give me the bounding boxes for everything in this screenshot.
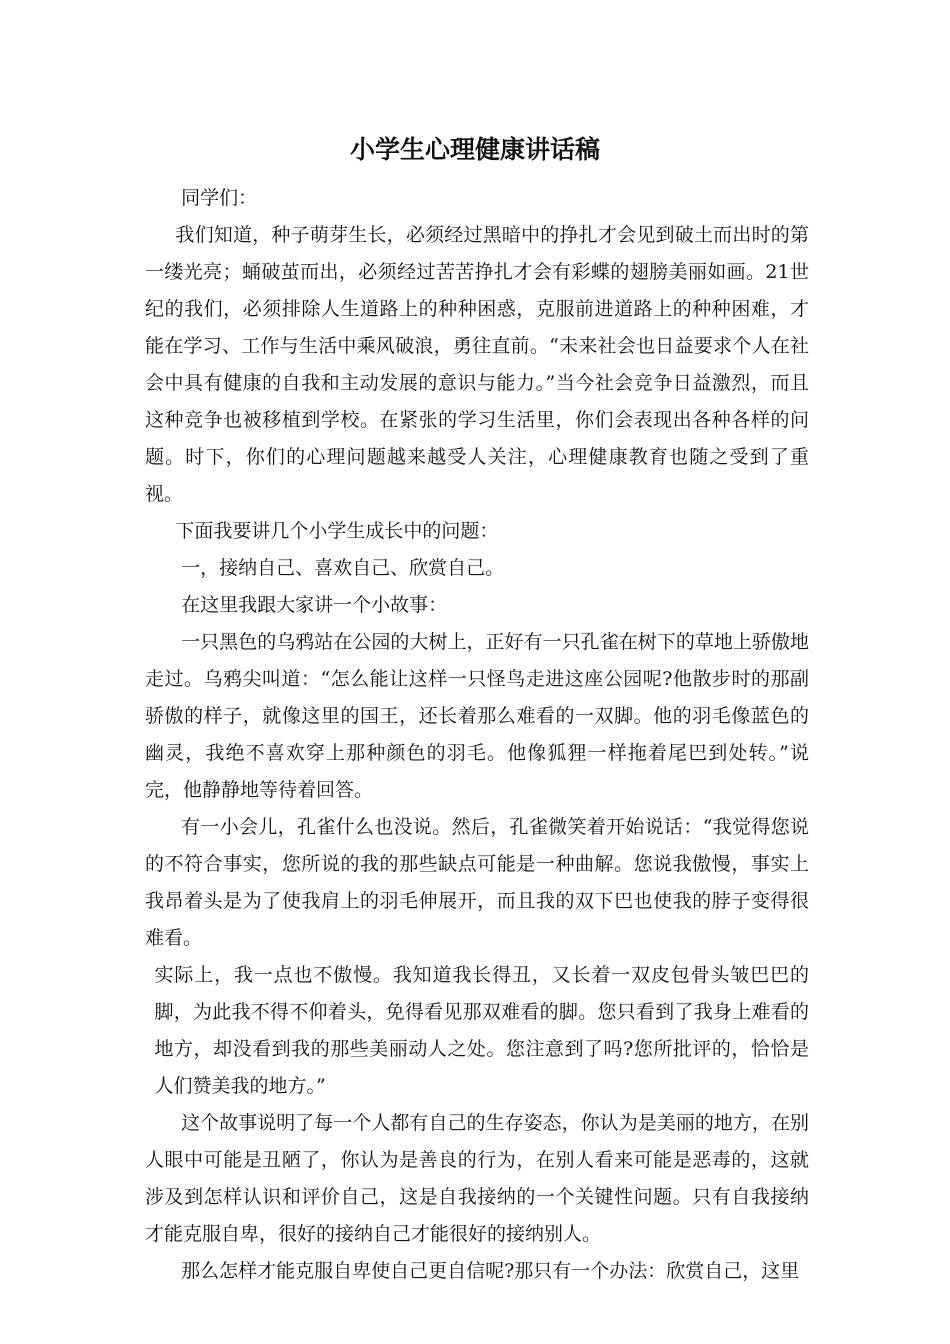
- story-paragraph-peacock: 有一小会儿，孔雀什么也没说。然后，孔雀微笑着开始说话：“我觉得您说的不符合事实，您所说的我的那些缺点可能是一种曲解。您说我傲慢，事实上我昂着头是为了使我肩上的羽毛伸展开，而且我的双下巴也使我的脖子变得很难看。: [145, 816, 809, 949]
- document-title: 小学生心理健康讲话稿: [349, 135, 600, 164]
- topics-intro-paragraph: 下面我要讲几个小学生成长中的问题：: [175, 520, 499, 542]
- story-moral-paragraph: 这个故事说明了每一个人都有自己的生存姿态，你认为是美丽的地方，在别人眼中可能是丑陋了，你认为是善良的行为，在别人看来可能是恶毒的，这就涉及到怎样认识和评价自己，这是自我接纳的一个关键性问题。只有自我接纳才能克服自卑，很好的接纳自己才能很好的接纳别人。: [145, 1112, 809, 1245]
- intro-paragraph: 我们知道，种子萌芽生长，必须经过黑暗中的挣扎才会见到破土而出时的第一缕光亮；蛹破茧而出，必须经过苦苦挣扎才会有彩蝶的翅膀美丽如画。21世纪的我们，必须排除人生道路上的种种困惑，克服前进道路上的种种困难，才能在学习、工作与生活中乘风破浪，勇往直前。“未来社会也日益要求个人在社会中具有健康的自我和主动发展的意识与能力。”当今社会竞争日益激烈，而且这种竞争也被移植到学校。在紧张的学习生活里，你们会表现出各种各样的问题。时下，你们的心理问题越来越受人关注，心理健康教育也随之受到了重视。: [145, 224, 809, 505]
- story-paragraph-peacock-continued: 实际上，我一点也不傲慢。我知道我长得丑，又长着一双皮包骨头皱巴巴的脚，为此我不得不仰着头，免得看见那双难看的脚。您只看到了我身上难看的地方，却没看到我的那些美丽动人之处。您注意到了吗?您所批评的，恰恰是人们赞美我的地方。”: [154, 964, 809, 1097]
- topic-heading-paragraph: 一，接纳自己、喜欢自己、欣赏自己。: [181, 557, 505, 579]
- closing-paragraph: 那么怎样才能克服自卑使自己更自信呢?那只有一个办法：欣赏自己，这里: [181, 1260, 800, 1282]
- greeting-paragraph: 同学们：: [181, 187, 258, 209]
- story-intro-paragraph: 在这里我跟大家讲一个小故事：: [181, 594, 448, 616]
- document-body: [145, 180, 809, 1290]
- story-paragraph-crow: 一只黑色的乌鸦站在公园的大树上，正好有一只孔雀在树下的草地上骄傲地走过。乌鸦尖叫道：“怎么能让这样一只怪鸟走进这座公园呢?他散步时的那副骄傲的样子，就像这里的国王，还长着那么难看的一双脚。他的羽毛像蓝色的幽灵，我绝不喜欢穿上那种颜色的羽毛。他像狐狸一样拖着尾巴到处转。”说完，他静静地等待着回答。: [145, 631, 809, 801]
